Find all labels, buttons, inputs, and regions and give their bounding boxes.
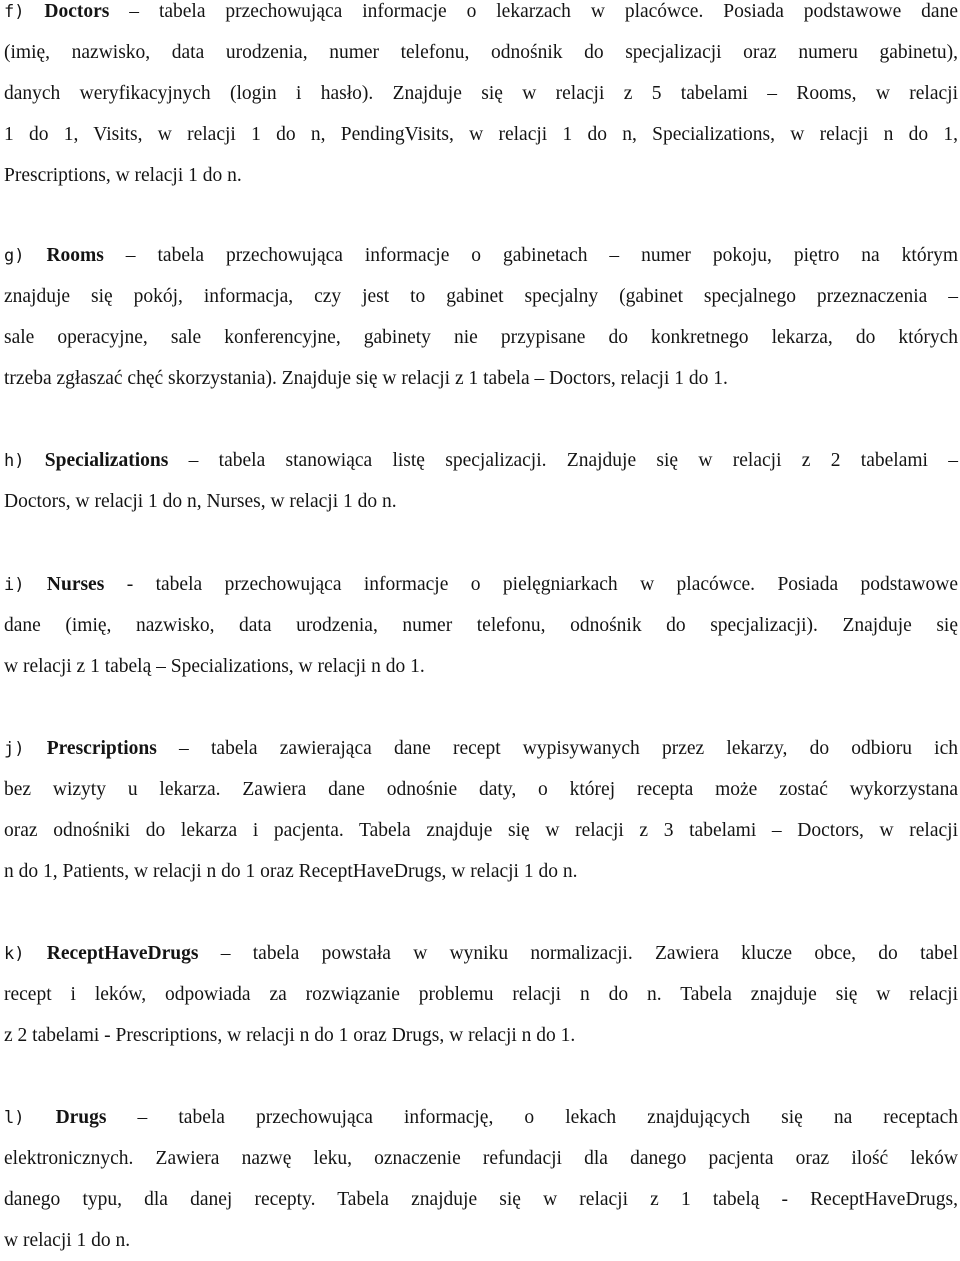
section-line: Prescriptions, w relacji 1 do n. [4, 165, 242, 186]
section-line: (imię, nazwisko, data urodzenia, numer telefonu, odnośnik do specjalizacji oraz numeru gabinetu), [4, 42, 958, 63]
table-name: Nurses [46, 574, 105, 595]
section-line: bez wizyty u lekarza. Zawiera dane odnośnie daty, o której recepta może zostać wykorzystana [4, 779, 958, 800]
section-first-line [4, 440, 958, 481]
section-line: trzeba zgłaszać chęć skorzystania). Znajduje się w relacji z 1 tabela – Doctors, relacji 1 do 1. [4, 368, 728, 389]
section-line: Doctors, w relacji 1 do n, Nurses, w relacji 1 do n. [4, 491, 397, 512]
section-text: – tabela przechowująca informacje o gabinetach – numer pokoju, piętro na którym [103, 245, 958, 266]
section-text: – tabela przechowująca informacje o lekarzach w placówce. Posiada podstawowe dane [109, 1, 958, 22]
section-line: 1 do 1, Visits, w relacji 1 do n, PendingVisits, w relacji 1 do n, Specializations, w relacji n do 1, [4, 124, 958, 145]
section-first-line [4, 1097, 958, 1138]
section-doctors [4, 0, 958, 196]
section-line: oraz odnośniki do lekarza i pacjenta. Tabela znajduje się w relacji z 3 tabelami – Doctors, w relacji [4, 820, 958, 841]
table-name: Doctors [44, 1, 110, 22]
section-line: sale operacyjne, sale konferencyjne, gabinety nie przypisane do konkretnego lekarza, do których [4, 327, 958, 348]
section-line: dane (imię, nazwisko, data urodzenia, numer telefonu, odnośnik do specjalizacji). Znajduje się [4, 615, 958, 636]
section-line: w relacji z 1 tabelą – Specializations, w relacji n do 1. [4, 656, 425, 677]
section-nurses [4, 564, 958, 687]
section-first-line [4, 0, 958, 32]
section-specializations [4, 440, 958, 522]
section-recept-have-drugs [4, 933, 958, 1056]
section-line: z 2 tabelami - Prescriptions, w relacji n do 1 oraz Drugs, w relacji n do 1. [4, 1025, 576, 1046]
section-marker: g) [4, 246, 25, 266]
section-text: – tabela zawierająca dane recept wypisywanych przez lekarzy, do odbioru ich [156, 738, 958, 759]
section-line: elektronicznych. Zawiera nazwę leku, oznaczenie refundacji dla danego pacjenta oraz ilość leków [4, 1148, 958, 1169]
section-line: w relacji 1 do n. [4, 1230, 131, 1251]
section-marker: i) [4, 575, 25, 595]
section-text: – tabela przechowująca informację, o lekach znajdujących się na receptach [106, 1107, 958, 1128]
table-name: ReceptHaveDrugs [46, 943, 199, 964]
section-first-line [4, 235, 958, 276]
table-name: Prescriptions [46, 738, 157, 759]
section-marker: j) [4, 739, 25, 759]
section-text: – tabela stanowiąca listę specjalizacji. Znajduje się w relacji z 2 tabelami – [168, 450, 958, 471]
section-first-line [4, 564, 958, 605]
section-line: danych weryfikacyjnych (login i hasło). Znajduje się w relacji z 5 tabelami – Rooms, w relacji [4, 83, 958, 104]
section-line: n do 1, Patients, w relacji n do 1 oraz ReceptHaveDrugs, w relacji 1 do n. [4, 861, 578, 882]
section-marker: l) [4, 1108, 25, 1128]
table-name: Drugs [55, 1107, 107, 1128]
section-prescriptions [4, 728, 958, 892]
section-text: - tabela przechowująca informacje o pielęgniarkach w placówce. Posiada podstawowe [104, 574, 958, 595]
section-rooms [4, 235, 958, 399]
section-line: danego typu, dla danej recepty. Tabela znajduje się w relacji z 1 tabelą - ReceptHaveDrugs, [4, 1189, 958, 1210]
section-line: znajduje się pokój, informacja, czy jest to gabinet specjalny (gabinet specjalnego przeznaczenia – [4, 286, 958, 307]
section-marker: k) [4, 944, 25, 964]
section-marker: h) [4, 451, 25, 471]
section-marker: f) [4, 2, 25, 22]
table-name: Specializations [44, 450, 169, 471]
table-name: Rooms [46, 245, 104, 266]
section-drugs [4, 1097, 958, 1261]
section-text: – tabela powstała w wyniku normalizacji. Zawiera klucze obce, do tabel [198, 943, 958, 964]
section-first-line [4, 728, 958, 769]
section-first-line [4, 933, 958, 974]
section-line: recept i leków, odpowiada za rozwiązanie problemu relacji n do n. Tabela znajduje się w relacji [4, 984, 958, 1005]
